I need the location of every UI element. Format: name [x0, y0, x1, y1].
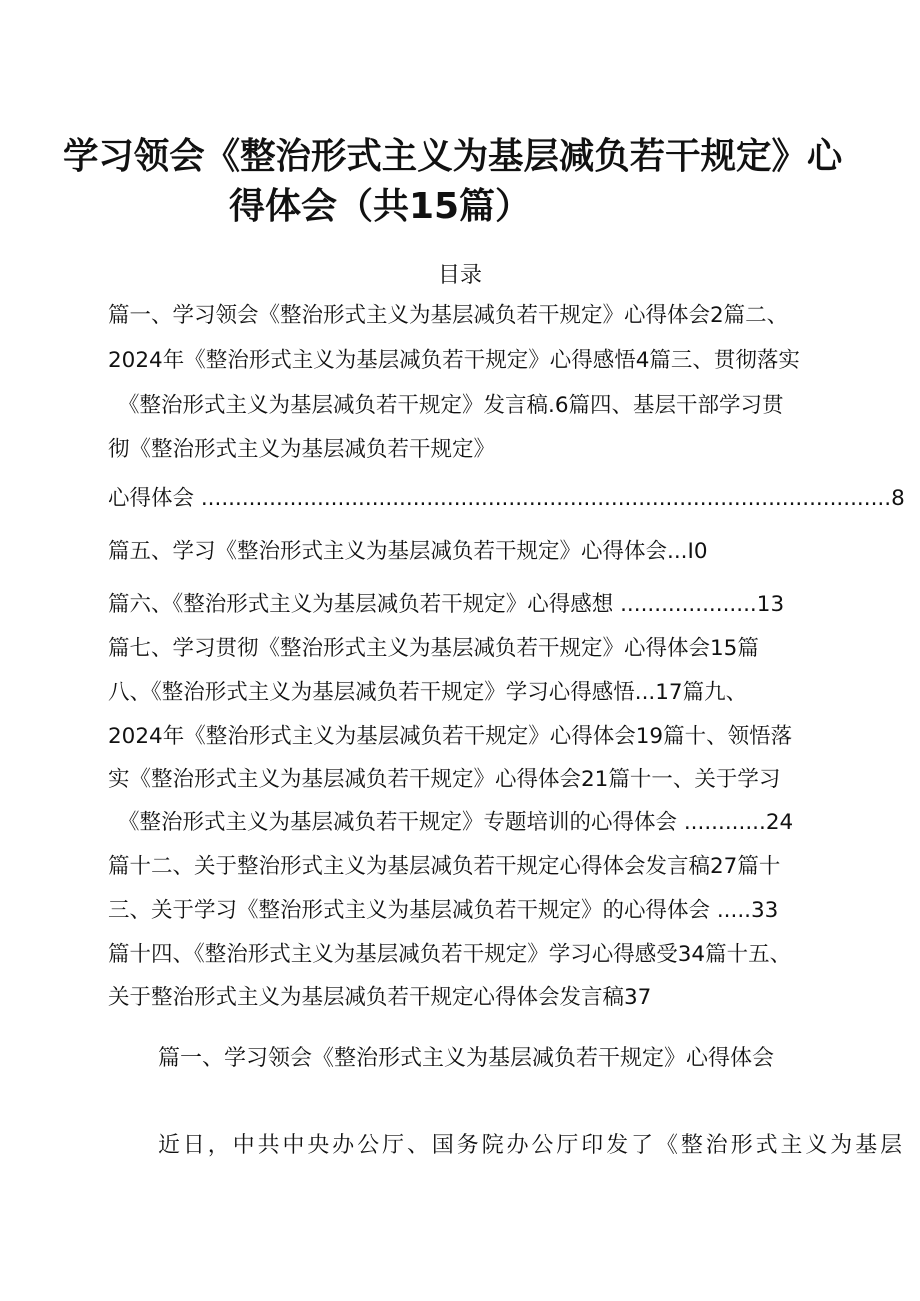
toc-line: 三、关于学习《整治形式主义为基层减负若干规定》的心得体会 .....33: [108, 898, 779, 923]
toc-line: 心得体会 .....................................................................................................8: [108, 486, 905, 511]
toc-line: 关于整治形式主义为基层减负若干规定心得体会发言稿37: [108, 985, 652, 1010]
toc-line: 篇十二、关于整治形式主义为基层减负若干规定心得体会发言稿27篇十: [108, 854, 781, 879]
section-heading: 篇一、学习领会《整治形式主义为基层减负若干规定》心得体会: [158, 1046, 775, 1071]
body-paragraph: 近日，中共中央办公厅、国务院办公厅印发了《整治形式主义为基层: [158, 1133, 906, 1158]
toc-line: 《整治形式主义为基层减负若干规定》发言稿.6篇四、基层干部学习贯: [118, 393, 784, 418]
toc-line: 2024年《整治形式主义为基层减负若干规定》心得体会19篇十、领悟落: [108, 724, 793, 749]
toc-line: 八、《整治形式主义为基层减负若干规定》学习心得感悟...17篇九、: [108, 680, 748, 705]
toc-heading: 目录: [437, 263, 482, 288]
document-title-line-1: 学习领会《整治形式主义为基层减负若干规定》心: [62, 136, 843, 177]
toc-line: 篇七、学习贯彻《整治形式主义为基层减负若干规定》心得体会15篇: [108, 636, 759, 661]
toc-line: 实《整治形式主义为基层减负若干规定》心得体会21篇十一、关于学习: [108, 767, 781, 792]
toc-line: 彻《整治形式主义为基层减负若干规定》: [108, 437, 496, 462]
toc-line: 篇十四、《整治形式主义为基层减负若干规定》学习心得感受34篇十五、: [108, 942, 792, 967]
toc-line: 篇五、学习《整治形式主义为基层减负若干规定》心得体会...I0: [108, 539, 708, 564]
document-title-line-2: 得体会（共15篇）: [228, 186, 532, 227]
toc-line: 《整治形式主义为基层减负若干规定》专题培训的心得体会 ............24: [118, 810, 794, 835]
toc-line: 篇六、《整治形式主义为基层减负若干规定》心得感想 ....................13: [108, 592, 785, 617]
toc-line: 篇一、学习领会《整治形式主义为基层减负若干规定》心得体会2篇二、: [108, 303, 789, 328]
toc-line: 2024年《整治形式主义为基层减负若干规定》心得感悟4篇三、贯彻落实: [108, 348, 800, 373]
